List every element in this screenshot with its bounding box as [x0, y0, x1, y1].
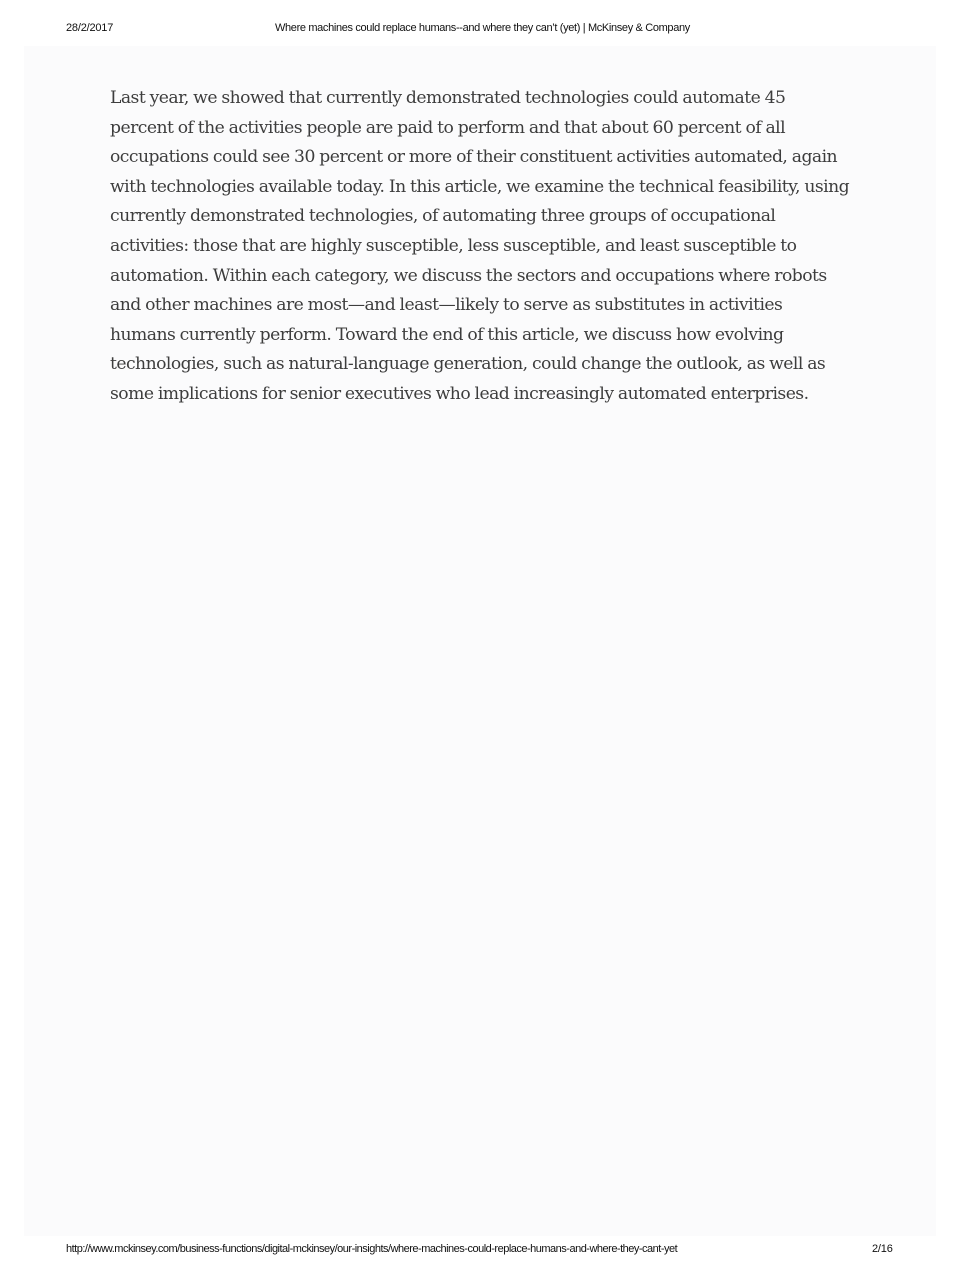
article-paragraph: Last year, we showed that currently demonstrated technologies could automate 45 percent of the activities people are paid to perform and that about 60 percent of all occupations could see 30 percent or more of their constituent activities automated, again with technologies available today. In this article, we examine the technical feasibility, using currently demonstrated technologies, of automating three groups of occupational activities: those that are highly susceptible, less susceptible, and least susceptible to automation. Within each category, we discuss the sectors and occupations where robots and other machines are most—and least—likely to serve as substitutes in activities humans currently perform. Toward the end of this article, we discuss how evolving technologies, such as natural-language generation, could change the outlook, as well as some implications for senior executives who lead increasingly automated enterprises.	[110, 88, 850, 404]
print-page-number: 2/16	[872, 1243, 893, 1255]
print-date: 28/2/2017	[66, 22, 114, 34]
print-page-title: Where machines could replace humans--and where they can’t (yet) | McKinsey & Company	[275, 22, 690, 34]
article-body	[110, 84, 850, 410]
print-url: http://www.mckinsey.com/business-functions/digital-mckinsey/our-insights/where-machines-could-replace-humans-and-where-they-cant-yet	[66, 1243, 678, 1255]
print-header	[0, 20, 960, 38]
print-footer	[0, 1241, 960, 1259]
